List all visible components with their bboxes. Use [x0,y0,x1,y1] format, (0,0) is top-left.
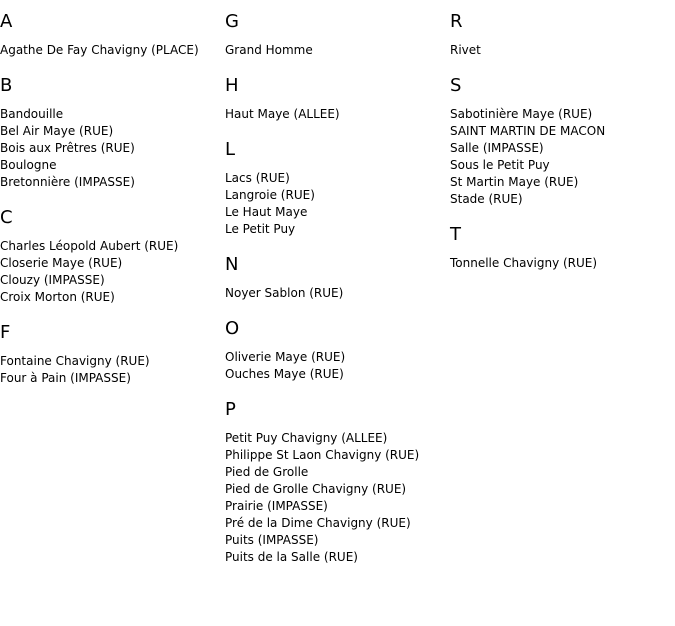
street-list [450,42,672,59]
letter-heading: O [225,318,240,339]
street-link-bel-air-maye-rue[interactable]: Bel Air Maye (RUE) [0,124,114,138]
letter-heading: L [225,139,236,160]
letter-heading: A [0,11,13,32]
street-link-pre-de-la-dime-chavigny-rue[interactable]: Pré de la Dime Chavigny (RUE) [225,516,411,530]
street-list [0,353,222,387]
street-list [450,106,672,208]
street-link-sous-le-petit-puy[interactable]: Sous le Petit Puy [450,158,550,172]
letter-group-r [450,11,672,59]
street-link-sabotiniere-maye-rue[interactable]: Sabotinière Maye (RUE) [450,107,593,121]
street-link-philippe-st-laon-chavigny-rue[interactable]: Philippe St Laon Chavigny (RUE) [225,448,420,462]
letter-heading: S [450,75,462,96]
street-link-puits-impasse[interactable]: Puits (IMPASSE) [225,533,319,547]
street-link-rivet[interactable]: Rivet [450,43,481,57]
street-link-oliverie-maye-rue[interactable]: Oliverie Maye (RUE) [225,350,346,364]
letter-heading: H [225,75,239,96]
letter-heading: G [225,11,239,32]
street-list [0,106,222,191]
street-link-st-martin-maye-rue[interactable]: St Martin Maye (RUE) [450,175,579,189]
letter-heading: F [0,322,11,343]
index-column [225,11,447,582]
street-link-le-petit-puy[interactable]: Le Petit Puy [225,222,296,236]
letter-group-l [225,139,447,238]
street-link-grand-homme[interactable]: Grand Homme [225,43,313,57]
street-link-clouzy-impasse[interactable]: Clouzy (IMPASSE) [0,273,105,287]
street-link-langroie-rue[interactable]: Langroie (RUE) [225,188,315,202]
street-link-petit-puy-chavigny-allee[interactable]: Petit Puy Chavigny (ALLEE) [225,431,388,445]
street-link-salle-impasse[interactable]: Salle (IMPASSE) [450,141,544,155]
index-column [0,11,222,403]
street-list [225,42,447,59]
letter-group-b [0,75,222,191]
letter-heading: T [450,224,461,245]
street-list [225,170,447,238]
street-link-le-haut-maye[interactable]: Le Haut Maye [225,205,308,219]
street-link-charles-leopold-aubert-rue[interactable]: Charles Léopold Aubert (RUE) [0,239,179,253]
street-link-lacs-rue[interactable]: Lacs (RUE) [225,171,290,185]
street-link-bois-aux-pretres-rue[interactable]: Bois aux Prêtres (RUE) [0,141,135,155]
letter-group-h [225,75,447,123]
street-link-puits-de-la-salle-rue[interactable]: Puits de la Salle (RUE) [225,550,358,564]
street-link-four-a-pain-impasse[interactable]: Four à Pain (IMPASSE) [0,371,131,385]
street-link-agathe-de-fay-chavigny-place[interactable]: Agathe De Fay Chavigny (PLACE) [0,43,199,57]
letter-group-s [450,75,672,208]
street-link-pied-de-grolle-chavigny-rue[interactable]: Pied de Grolle Chavigny (RUE) [225,482,407,496]
street-link-closerie-maye-rue[interactable]: Closerie Maye (RUE) [0,256,123,270]
street-link-croix-morton-rue[interactable]: Croix Morton (RUE) [0,290,115,304]
street-link-saint-martin-de-macon[interactable]: SAINT MARTIN DE MACON [450,124,606,138]
street-list [225,430,447,566]
street-link-pied-de-grolle[interactable]: Pied de Grolle [225,465,309,479]
letter-group-t [450,224,672,272]
street-link-ouches-maye-rue[interactable]: Ouches Maye (RUE) [225,367,344,381]
letter-heading: R [450,11,463,32]
letter-heading: N [225,254,239,275]
street-list [225,285,447,302]
street-link-tonnelle-chavigny-rue[interactable]: Tonnelle Chavigny (RUE) [450,256,598,270]
letter-group-f [0,322,222,387]
letter-group-a [0,11,222,59]
letter-heading: P [225,399,236,420]
street-list [225,349,447,383]
street-list [0,238,222,306]
street-list [225,106,447,123]
letter-heading: C [0,207,13,228]
street-list [0,42,222,59]
street-link-haut-maye-allee[interactable]: Haut Maye (ALLEE) [225,107,340,121]
letter-group-g [225,11,447,59]
street-list [450,255,672,272]
letter-group-o [225,318,447,383]
street-link-bandouille[interactable]: Bandouille [0,107,64,121]
street-link-boulogne[interactable]: Boulogne [0,158,57,172]
letter-group-c [0,207,222,306]
letter-group-n [225,254,447,302]
street-link-noyer-sablon-rue[interactable]: Noyer Sablon (RUE) [225,286,344,300]
street-link-fontaine-chavigny-rue[interactable]: Fontaine Chavigny (RUE) [0,354,150,368]
letter-heading: B [0,75,13,96]
street-link-stade-rue[interactable]: Stade (RUE) [450,192,523,206]
letter-group-p [225,399,447,566]
street-link-bretonniere-impasse[interactable]: Bretonnière (IMPASSE) [0,175,135,189]
street-link-prairie-impasse[interactable]: Prairie (IMPASSE) [225,499,328,513]
index-column [450,11,672,288]
